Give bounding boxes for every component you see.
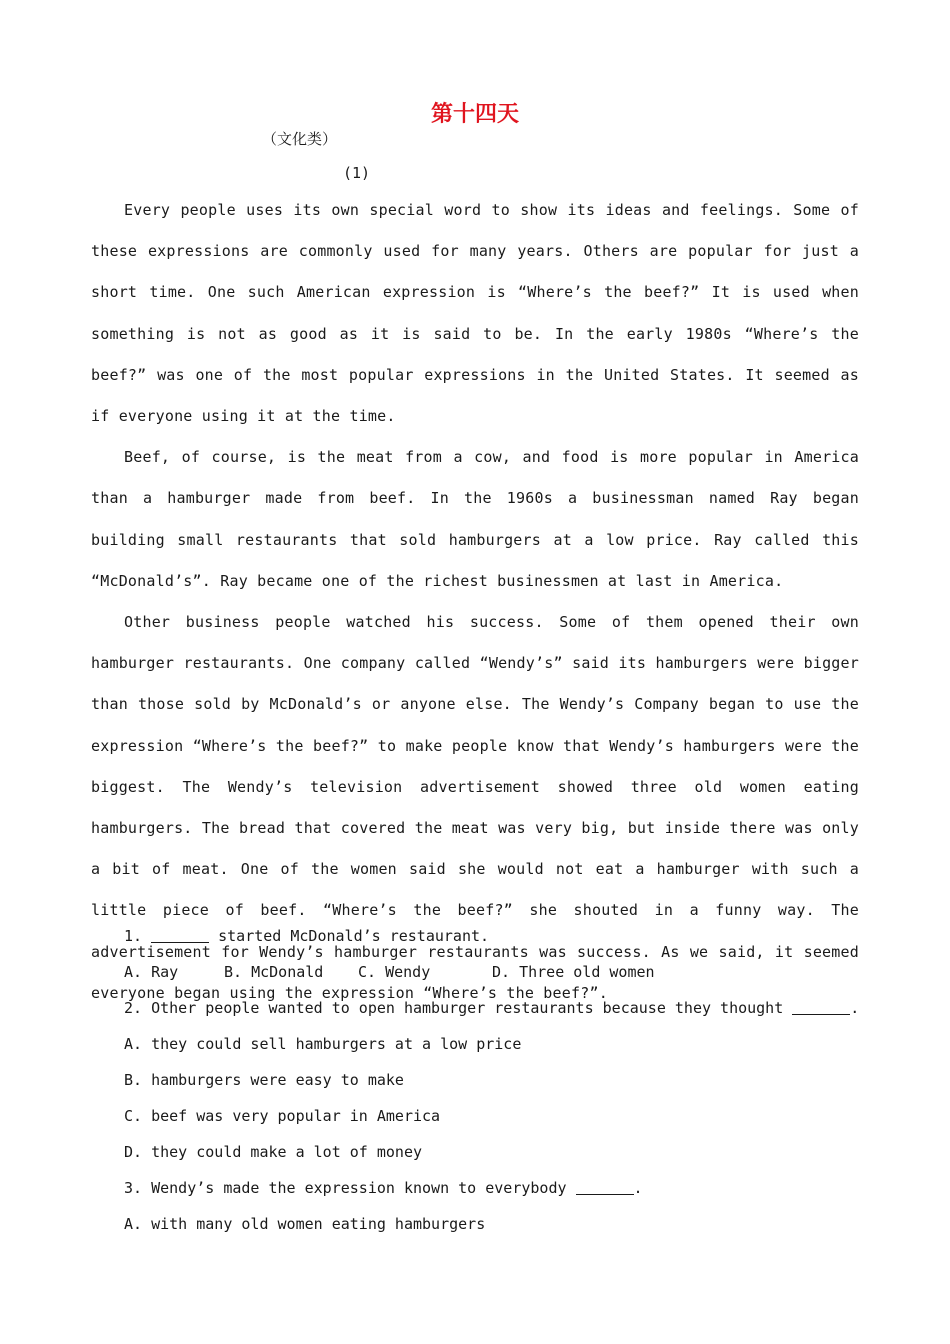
- category-label: （文化类）: [262, 130, 338, 148]
- question-list: [124, 918, 859, 1242]
- option: B. hamburgers were easy to make: [124, 1071, 404, 1089]
- question-number: 2.: [124, 999, 143, 1017]
- answer-blank: [151, 930, 209, 943]
- answer-blank: [792, 1002, 850, 1015]
- paragraph: Beef, of course, is the meat from a cow, and food is more popular in America than a hamburger made from beef. In the 1960s a businessman named Ray began building small restaurants that sold hamburgers at a low price. Ray called this “McDonald’s”. Ray became one of the richest businessmen at last in America.: [91, 448, 859, 590]
- question-end: .: [633, 1179, 643, 1197]
- paragraph: Other business people watched his success. Some of them opened their own hamburger restaurants. One company called “Wendy’s” said its hamburgers were bigger than those sold by McDonald’s or anyone else. The Wendy’s Company began to use the expression “Where’s the beef?” to make people know that Wendy’s hamburgers were the biggest. The Wendy’s television advertisement showed three old women eating hamburgers. The bread that covered the meat was very big, but inside there was only a bit of meat. One of the women said she would not eat a hamburger with such a little piece of beef. “Where’s the beef?” she shouted in a funny way. The advertisement for Wendy’s hamburger restaurants was success. As we said, it seemed everyone began using the expression “Where’s the beef?”.: [91, 613, 859, 1002]
- option: A. Ray: [124, 963, 179, 981]
- option: C. Wendy: [358, 963, 431, 981]
- option: A. they could sell hamburgers at a low price: [124, 1035, 522, 1053]
- question-text: Wendy’s made the expression known to everybody: [151, 1179, 567, 1197]
- question-text: Other people wanted to open hamburger restaurants because they thought: [151, 999, 784, 1017]
- option: A. with many old women eating hamburgers: [124, 1215, 486, 1233]
- question-text: started McDonald’s restaurant.: [218, 927, 490, 945]
- passage-number: (1): [343, 164, 371, 182]
- option: B. McDonald: [224, 963, 324, 981]
- question-1-options: [124, 954, 859, 990]
- paragraph: Every people uses its own special word to show its ideas and feelings. Some of these expressions are commonly used for many years. Others are popular for just a short time. One such American expression is “Where’s the beef?” It is used when something is not as good as it is said to be. In the early 1980s “Where’s the beef?” was one of the most popular expressions in the United States. It seemed as if everyone using it at the time.: [91, 201, 859, 426]
- question-number: 1.: [124, 927, 143, 945]
- question-end: .: [850, 999, 860, 1017]
- answer-blank: [576, 1182, 634, 1195]
- question-number: 3.: [124, 1179, 143, 1197]
- question-3: [124, 1170, 859, 1206]
- question-1: [124, 918, 859, 954]
- question-2: [124, 990, 859, 1026]
- option: D. Three old women: [492, 963, 655, 981]
- page-title: 第十四天: [430, 102, 519, 127]
- option: D. they could make a lot of money: [124, 1143, 423, 1161]
- passage-body: [91, 190, 859, 1014]
- option: C. beef was very popular in America: [124, 1107, 441, 1125]
